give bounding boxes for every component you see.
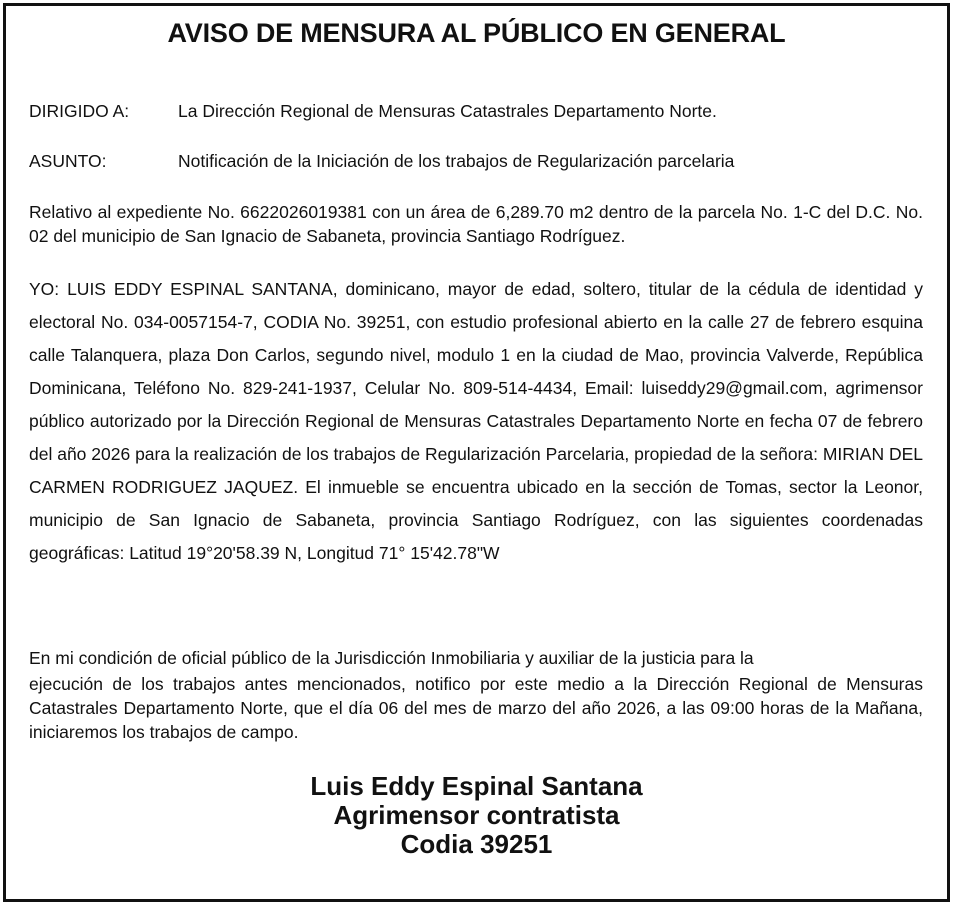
notice-frame xyxy=(3,3,950,902)
dirigido-label: DIRIGIDO A: xyxy=(29,101,130,121)
asunto-value: Notificación de la Iniciación de los trabajos de Regularización parcelaria xyxy=(178,151,735,171)
dirigido-row xyxy=(29,101,717,122)
condicion-paragraph xyxy=(29,639,923,744)
declaracion-paragraph: YO: LUIS EDDY ESPINAL SANTANA, dominicano, mayor de edad, soltero, titular de la cédula de identidad y electoral No. 034-0057154-7, CODIA No. 39251, con estudio profesional abierto en la calle 27 de febrero esquina calle Talanquera, plaza Don Carlos, segundo nivel, modulo 1 en la ciudad de Mao, provincia Valverde, República Dominicana, Teléfono No. 829-241-1937, Celular No. 809-514-4434, Email: luiseddy29@gmail.com, agrimensor público autorizado por la Dirección Regional de Mensuras Catastrales Departamento Norte en fecha 07 de febrero del año 2026 para la realización de los trabajos de Regularización Parcelaria, propiedad de la señora: MIRIAN DEL CARMEN RODRIGUEZ JAQUEZ. El inmueble se encuentra ubicado en la sección de Tomas, sector la Leonor, municipio de San Ignacio de Sabaneta, provincia Santiago Rodríguez, con las siguientes coordenadas geográficas: Latitud 19°20'58.39 N, Longitud 71° 15'42.78"W xyxy=(29,279,923,563)
asunto-row xyxy=(29,151,734,172)
dirigido-value: La Dirección Regional de Mensuras Catastrales Departamento Norte. xyxy=(178,101,717,121)
asunto-label: ASUNTO: xyxy=(29,151,107,171)
signature-block xyxy=(6,772,947,859)
signature-codia: Codia 39251 xyxy=(400,829,553,859)
signature-role: Agrimensor contratista xyxy=(333,800,620,830)
condicion-line-1: En mi condición de oficial público de la Jurisdicción Inmobiliaria y auxiliar de la justicia para la xyxy=(29,648,754,668)
signature-name: Luis Eddy Espinal Santana xyxy=(310,771,643,801)
notice-title: AVISO DE MENSURA AL PÚBLICO EN GENERAL xyxy=(167,18,786,48)
relativo-paragraph: Relativo al expediente No. 6622026019381 con un área de 6,289.70 m2 dentro de la parcela No. 1-C del D.C. No. 02 del municipio de San Ignacio de Sabaneta, provincia Santiago Rodríguez. xyxy=(29,202,923,246)
condicion-line-2: ejecución de los trabajos antes mencionados, notifico por este medio a la Dirección Regional de Mensuras Catastrales Departamento Norte, que el día 06 del mes de marzo del año 2026, a las 09:00 horas de la Mañana, iniciaremos los trabajos de campo. xyxy=(29,674,923,742)
